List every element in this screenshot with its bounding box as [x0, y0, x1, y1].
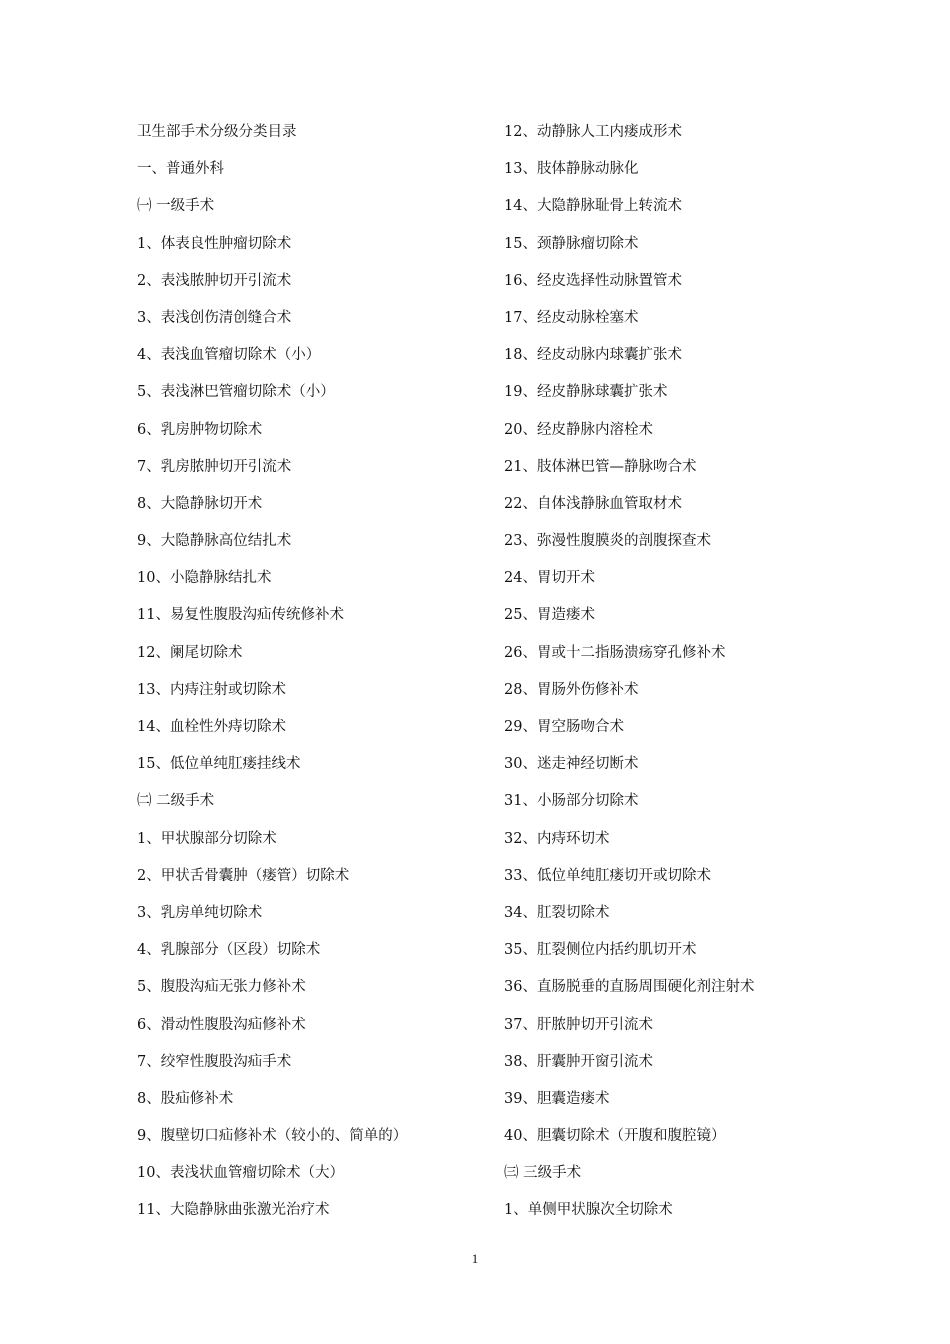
list-item: 7、乳房脓肿切开引流术 [137, 458, 292, 475]
list-item: 3、乳房单纯切除术 [137, 904, 263, 921]
list-item: 24、胃切开术 [504, 570, 595, 587]
list-item: 2、表浅脓肿切开引流术 [137, 272, 292, 289]
list-item: 1、体表良性肿瘤切除术 [137, 235, 292, 252]
list-item: 7、绞窄性腹股沟疝手术 [137, 1053, 292, 1070]
list-item: 40、胆囊切除术（开腹和腹腔镜） [504, 1128, 726, 1145]
list-item: 1、甲状腺部分切除术 [137, 830, 277, 847]
list-item: 10、小隐静脉结扎术 [137, 570, 272, 587]
list-item: 6、乳房肿物切除术 [137, 421, 263, 438]
list-item: 31、小肠部分切除术 [504, 793, 639, 810]
list-item: 37、肝脓肿切开引流术 [504, 1016, 653, 1033]
list-item: 2、甲状舌骨囊肿（瘘管）切除术 [137, 867, 350, 884]
list-item: 12、阑尾切除术 [137, 644, 243, 661]
list-item: 4、表浅血管瘤切除术（小） [137, 347, 321, 364]
list-item: 15、颈静脉瘤切除术 [504, 235, 639, 252]
list-item: 30、迷走神经切断术 [504, 756, 639, 773]
list-item: 11、大隐静脉曲张激光治疗术 [137, 1202, 330, 1219]
list-item: 28、胃肠外伤修补术 [504, 681, 639, 698]
list-item: 4、乳腺部分（区段）切除术 [137, 942, 321, 959]
list-item: 21、肢体淋巴管—静脉吻合术 [504, 458, 697, 475]
list-item: 39、胆囊造瘘术 [504, 1090, 610, 1107]
list-item: 32、内痔环切术 [504, 830, 610, 847]
list-item: 13、肢体静脉动脉化 [504, 161, 639, 178]
list-item: 38、肝囊肿开窗引流术 [504, 1053, 653, 1070]
list-item: 34、肛裂切除术 [504, 904, 610, 921]
list-item: 35、肛裂侧位内括约肌切开术 [504, 942, 697, 959]
list-item: 10、表浅状血管瘤切除术（大） [137, 1165, 344, 1182]
list-item: 25、胃造瘘术 [504, 607, 595, 624]
list-item: 12、动静脉人工内瘘成形术 [504, 124, 682, 140]
list-item: 23、弥漫性腹膜炎的剖腹探查术 [504, 533, 711, 550]
list-item: 22、自体浅静脉血管取材术 [504, 495, 682, 512]
list-item: 18、经皮动脉内球囊扩张术 [504, 347, 682, 364]
list-item: 8、股疝修补术 [137, 1090, 234, 1107]
list-item: 33、低位单纯肛瘘切开或切除术 [504, 867, 711, 884]
list-item: 3、表浅创伤清创缝合术 [137, 309, 292, 326]
list-item: 26、胃或十二指肠溃疡穿孔修补术 [504, 644, 726, 661]
list-item: 9、腹壁切口疝修补术（较小的、简单的） [137, 1128, 408, 1145]
list-item: 11、易复性腹股沟疝传统修补术 [137, 607, 344, 624]
list-item: ㈢ 三级手术 [504, 1165, 582, 1182]
list-item: 13、内痔注射或切除术 [137, 681, 286, 698]
list-item: 17、经皮动脉栓塞术 [504, 309, 639, 326]
list-item: 5、表浅淋巴管瘤切除术（小） [137, 384, 335, 401]
list-item: 8、大隐静脉切开术 [137, 495, 263, 512]
page-number: 1 [471, 1251, 479, 1266]
list-item: 5、腹股沟疝无张力修补术 [137, 979, 306, 996]
list-item: 15、低位单纯肛瘘挂线术 [137, 756, 301, 773]
list-item: 一、普通外科 [137, 161, 224, 178]
list-item: 20、经皮静脉内溶栓术 [504, 421, 653, 438]
list-item: 卫生部手术分级分类目录 [137, 124, 297, 140]
list-item: 36、直肠脱垂的直肠周围硬化剂注射术 [504, 979, 755, 996]
list-item: 9、大隐静脉高位结扎术 [137, 533, 292, 550]
list-item: 19、经皮静脉球囊扩张术 [504, 384, 668, 401]
right-column [504, 119, 864, 1235]
left-column [137, 119, 477, 1235]
list-item: 6、滑动性腹股沟疝修补术 [137, 1016, 306, 1033]
list-item: 29、胃空肠吻合术 [504, 719, 624, 735]
list-item: 1、单侧甲状腺次全切除术 [504, 1202, 673, 1219]
list-item: 16、经皮选择性动脉置管术 [504, 272, 682, 289]
list-item: ㈡ 二级手术 [137, 793, 215, 810]
list-item: 14、大隐静脉耻骨上转流术 [504, 198, 682, 215]
list-item: ㈠ 一级手术 [137, 198, 215, 215]
list-item: 14、血栓性外痔切除术 [137, 719, 286, 735]
